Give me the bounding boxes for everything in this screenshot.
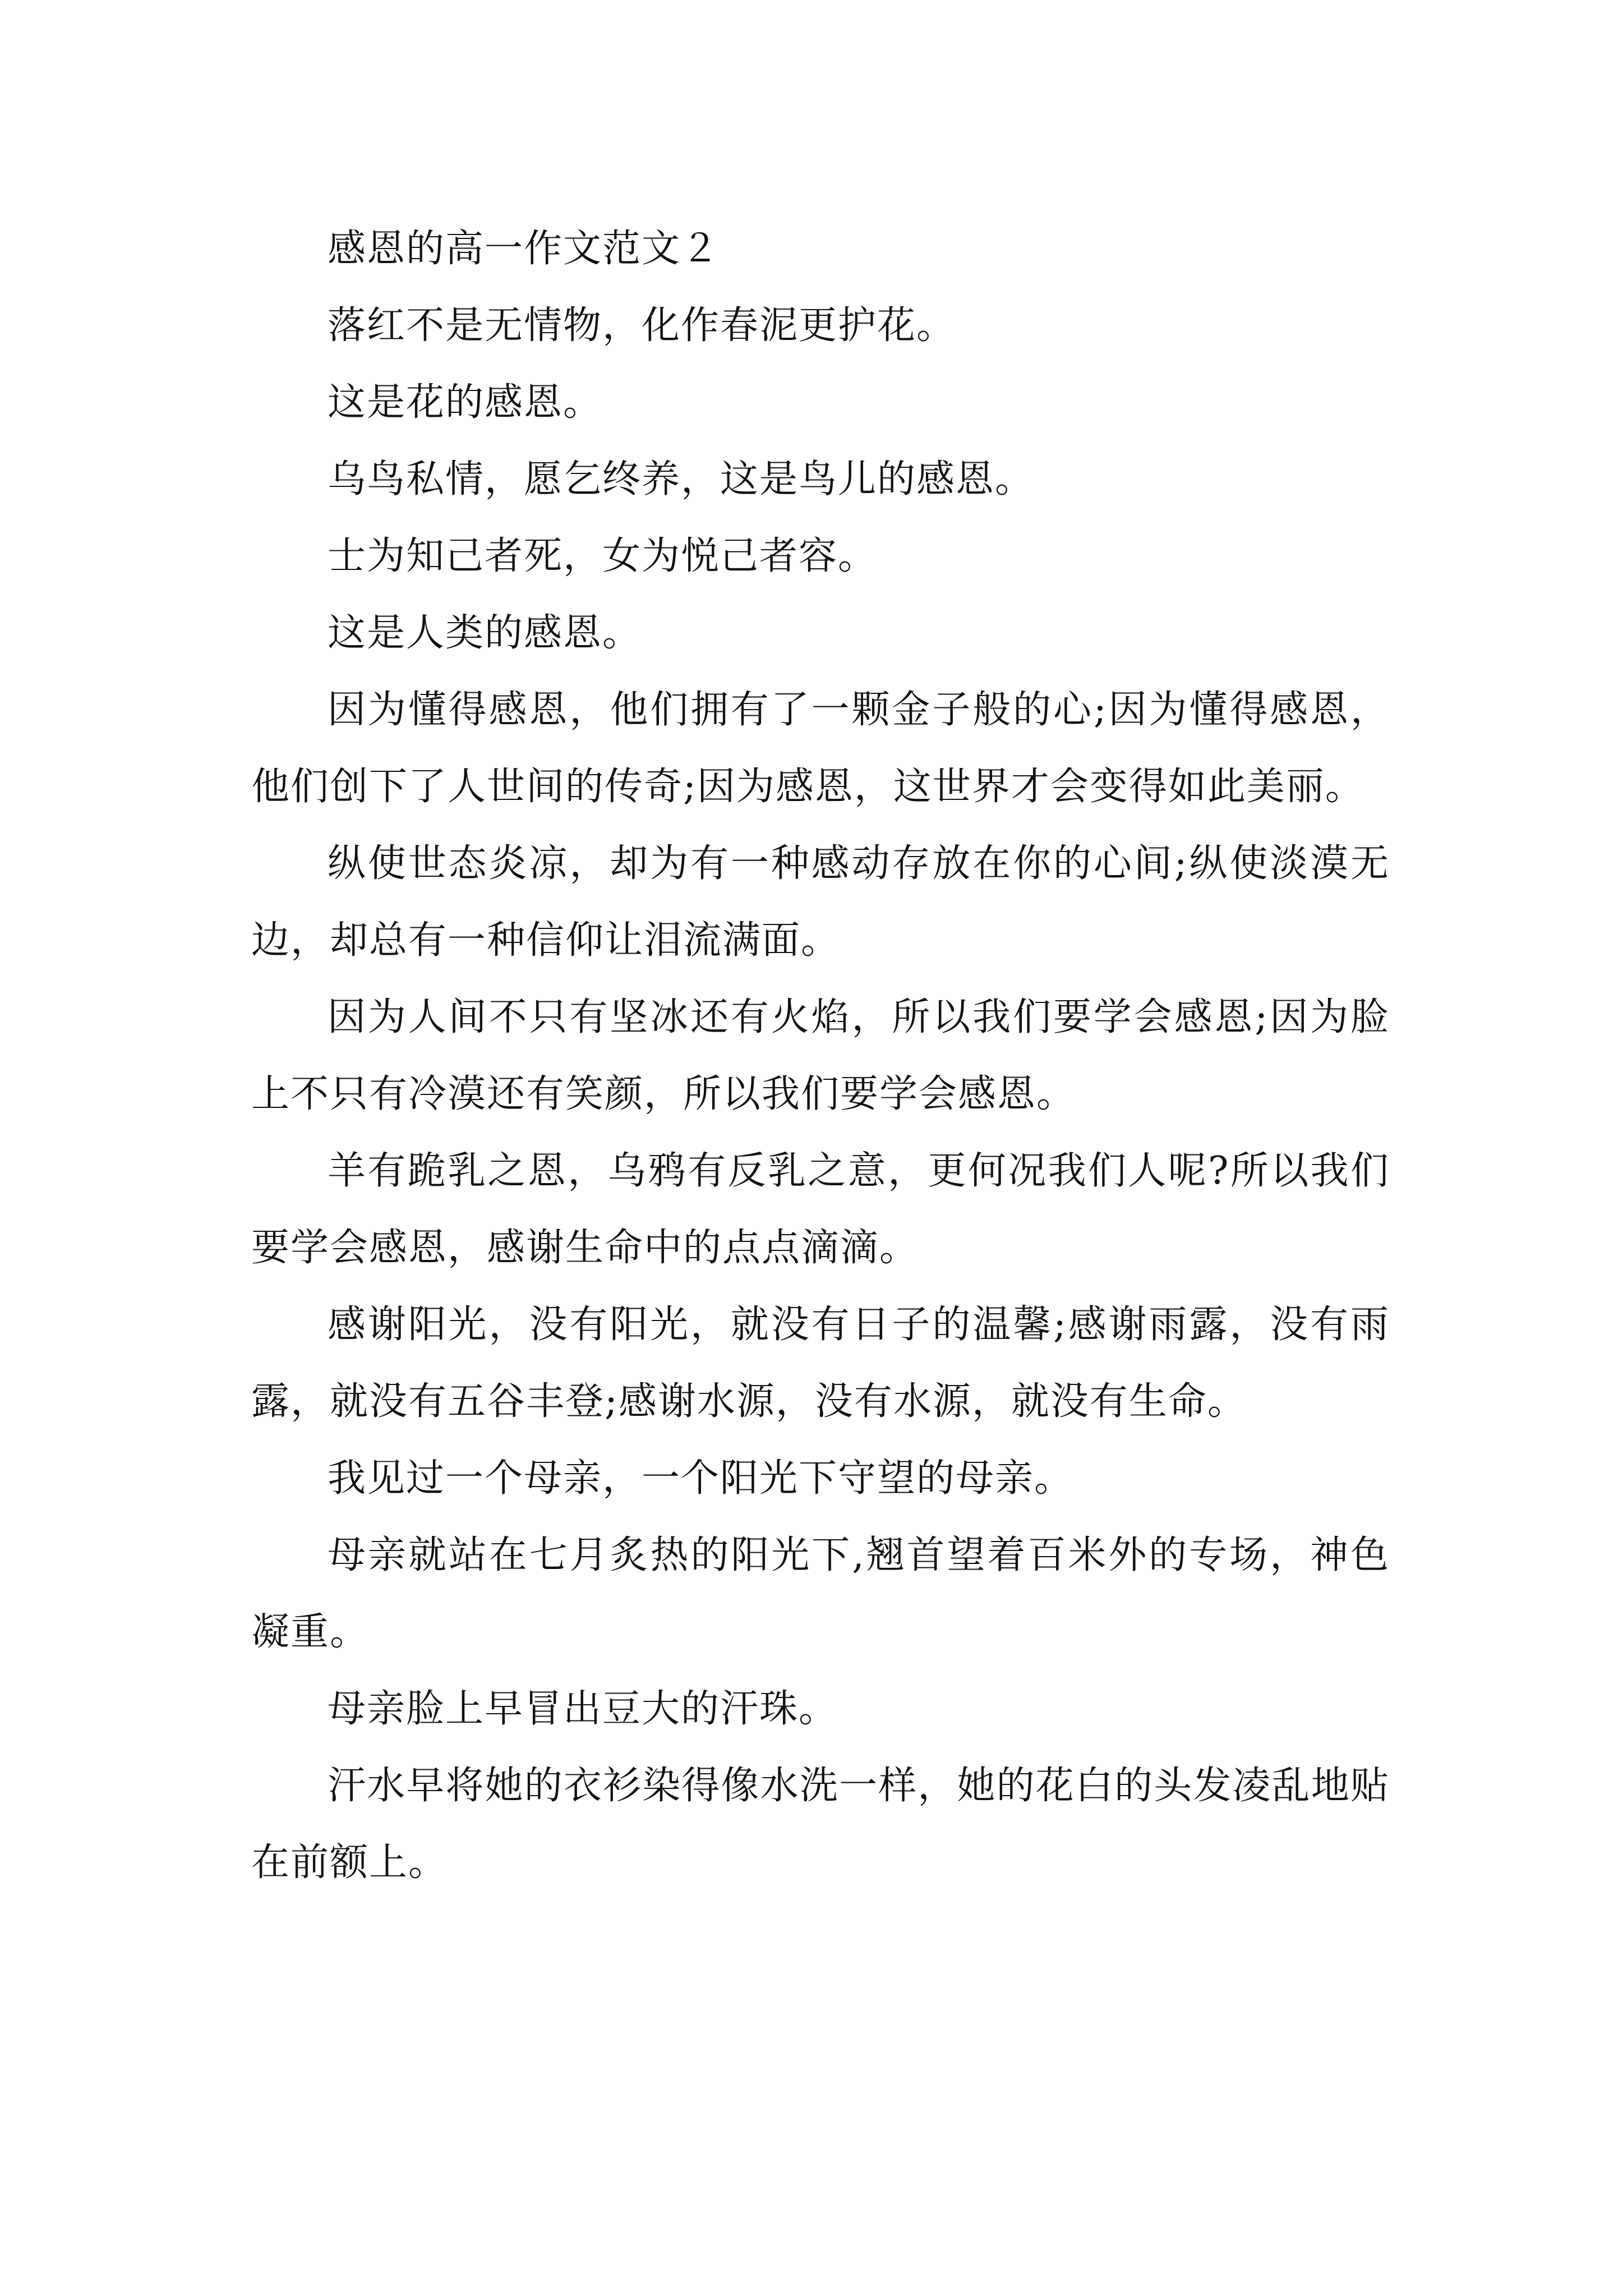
paragraph: 感谢阳光，没有阳光，就没有日子的温馨;感谢雨露，没有雨露，就没有五谷丰登;感谢水源，没有水源，就没有生命。	[251, 1303, 1390, 1424]
paragraph: 这是人类的感恩。	[328, 611, 642, 655]
document-title: 感恩的高一作文范文２	[328, 227, 721, 271]
paragraph: 我见过一个母亲，一个阳光下守望的母亲。	[328, 1456, 1074, 1501]
paragraph: 汗水早将她的衣衫染得像水洗一样，她的花白的头发凌乱地贴在前额上。	[251, 1764, 1390, 1885]
paragraph: 因为人间不只有坚冰还有火焰，所以我们要学会感恩;因为脸上不只有冷漠还有笑颜，所以我们要学会感恩。	[251, 995, 1390, 1116]
paragraph: 落红不是无情物，化作春泥更护花。	[328, 303, 956, 348]
paragraph: 乌鸟私情，愿乞终养，这是鸟儿的感恩。	[328, 457, 1035, 501]
document-body	[251, 210, 1390, 1901]
paragraph: 因为懂得感恩，他们拥有了一颗金子般的心;因为懂得感恩，他们创下了人世间的传奇;因为感恩，这世界才会变得如此美丽。	[251, 688, 1390, 809]
paragraph: 母亲脸上早冒出豆大的汗珠。	[328, 1687, 838, 1731]
paragraph: 羊有跪乳之恩，乌鸦有反乳之意，更何况我们人呢?所以我们要学会感恩，感谢生命中的点点滴滴。	[251, 1149, 1390, 1270]
paragraph: 纵使世态炎凉，却为有一种感动存放在你的心间;纵使淡漠无边，却总有一种信仰让泪流满面。	[251, 841, 1390, 963]
paragraph: 士为知己者死，女为悦己者容。	[328, 534, 878, 578]
paragraph: 母亲就站在七月炙热的阳光下,翘首望着百米外的专场，神色凝重。	[251, 1533, 1390, 1654]
paragraph: 这是花的感恩。	[328, 380, 603, 425]
